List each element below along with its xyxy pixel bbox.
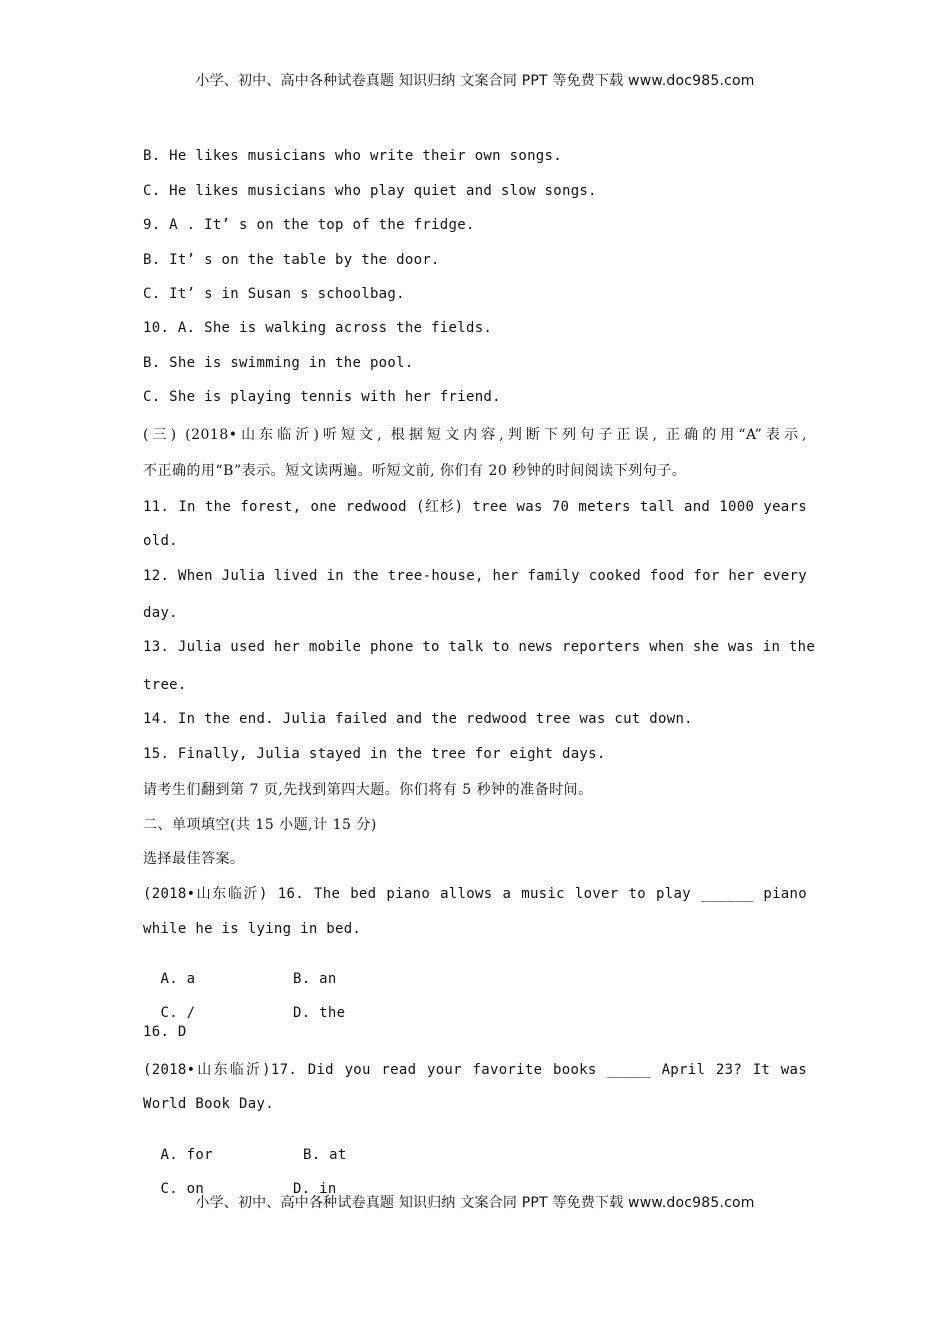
q16-options-row2 xyxy=(143,989,346,1021)
q8-option-c: C. He likes musicians who play quiet and slow songs. xyxy=(143,183,597,199)
q10-option-a: 10. A. She is walking across the fields. xyxy=(143,320,493,336)
q12-line1: 12. When Julia lived in the tree-house, her family cooked food for her every xyxy=(143,568,807,584)
q16-option-d: D. the xyxy=(293,1005,346,1021)
q15: 15. Finally, Julia stayed in the tree for eight days. xyxy=(143,746,606,762)
q10-option-b: B. She is swimming in the pool. xyxy=(143,355,414,371)
q9-option-a: 9. A . It’ s on the top of the fridge. xyxy=(143,217,475,233)
q11-line2: old. xyxy=(143,533,178,549)
q16-line2: while he is lying in bed. xyxy=(143,921,362,937)
q16-option-c: C. / xyxy=(160,1005,196,1021)
q16-option-b: B. an xyxy=(293,971,337,987)
q16-line1: (2018•山东临沂) 16. The bed piano allows a music lover to play ______ piano xyxy=(143,886,807,902)
turn-page-note: 请考生们翻到第 7 页,先找到第四大题。你们将有 5 秒钟的准备时间。 xyxy=(143,782,593,798)
q14: 14. In the end. Julia failed and the redwood tree was cut down. xyxy=(143,711,693,727)
q17-options-row1 xyxy=(143,1131,347,1163)
q8-option-b: B. He likes musicians who write their own songs. xyxy=(143,148,562,164)
q9-option-b: B. It’ s on the table by the door. xyxy=(143,252,440,268)
q12-line2: day. xyxy=(143,605,178,621)
q16-options-row1 xyxy=(143,955,337,987)
q17-option-d: D. in xyxy=(293,1181,337,1197)
q16-option-a: A. a xyxy=(160,971,196,987)
page-header: 小学、初中、高中各种试卷真题 知识归纳 文案合同 PPT 等免费下载 www.doc985.com xyxy=(195,73,755,89)
q13-line1: 13. Julia used her mobile phone to talk to news reporters when she was in the xyxy=(143,639,816,655)
part2-title: 二、单项填空(共 15 小题,计 15 分) xyxy=(143,817,377,833)
q16-answer: 16. D xyxy=(143,1024,187,1040)
q17-line2: World Book Day. xyxy=(143,1096,274,1112)
part2-instruction: 选择最佳答案。 xyxy=(143,851,245,867)
q10-option-c: C. She is playing tennis with her friend. xyxy=(143,389,501,405)
q17-option-b: B. at xyxy=(303,1147,347,1163)
q17-line1: (2018•山东临沂)17. Did you read your favorite books _____ April 23? It was xyxy=(143,1062,807,1078)
page-footer: 小学、初中、高中各种试卷真题 知识归纳 文案合同 PPT 等免费下载 www.doc985.com xyxy=(195,1195,755,1211)
q9-option-c: C. It’ s in Susan s schoolbag. xyxy=(143,286,405,302)
q11-line1: 11. In the forest, one redwood (红杉) tree was 70 meters tall and 1000 years xyxy=(143,499,807,515)
section3-instruction-line2: 不正确的用“B”表示。短文读两遍。听短文前, 你们有 20 秒钟的时间阅读下列句子。 xyxy=(143,463,687,479)
section3-instruction-line1: (三) (2018•山东临沂)听短文, 根据短文内容,判断下列句子正误, 正确的用“A”表示, xyxy=(143,427,807,443)
q17-option-c: C. on xyxy=(160,1181,205,1197)
q17-option-a: A. for xyxy=(160,1147,213,1163)
q13-line2: tree. xyxy=(143,677,187,693)
